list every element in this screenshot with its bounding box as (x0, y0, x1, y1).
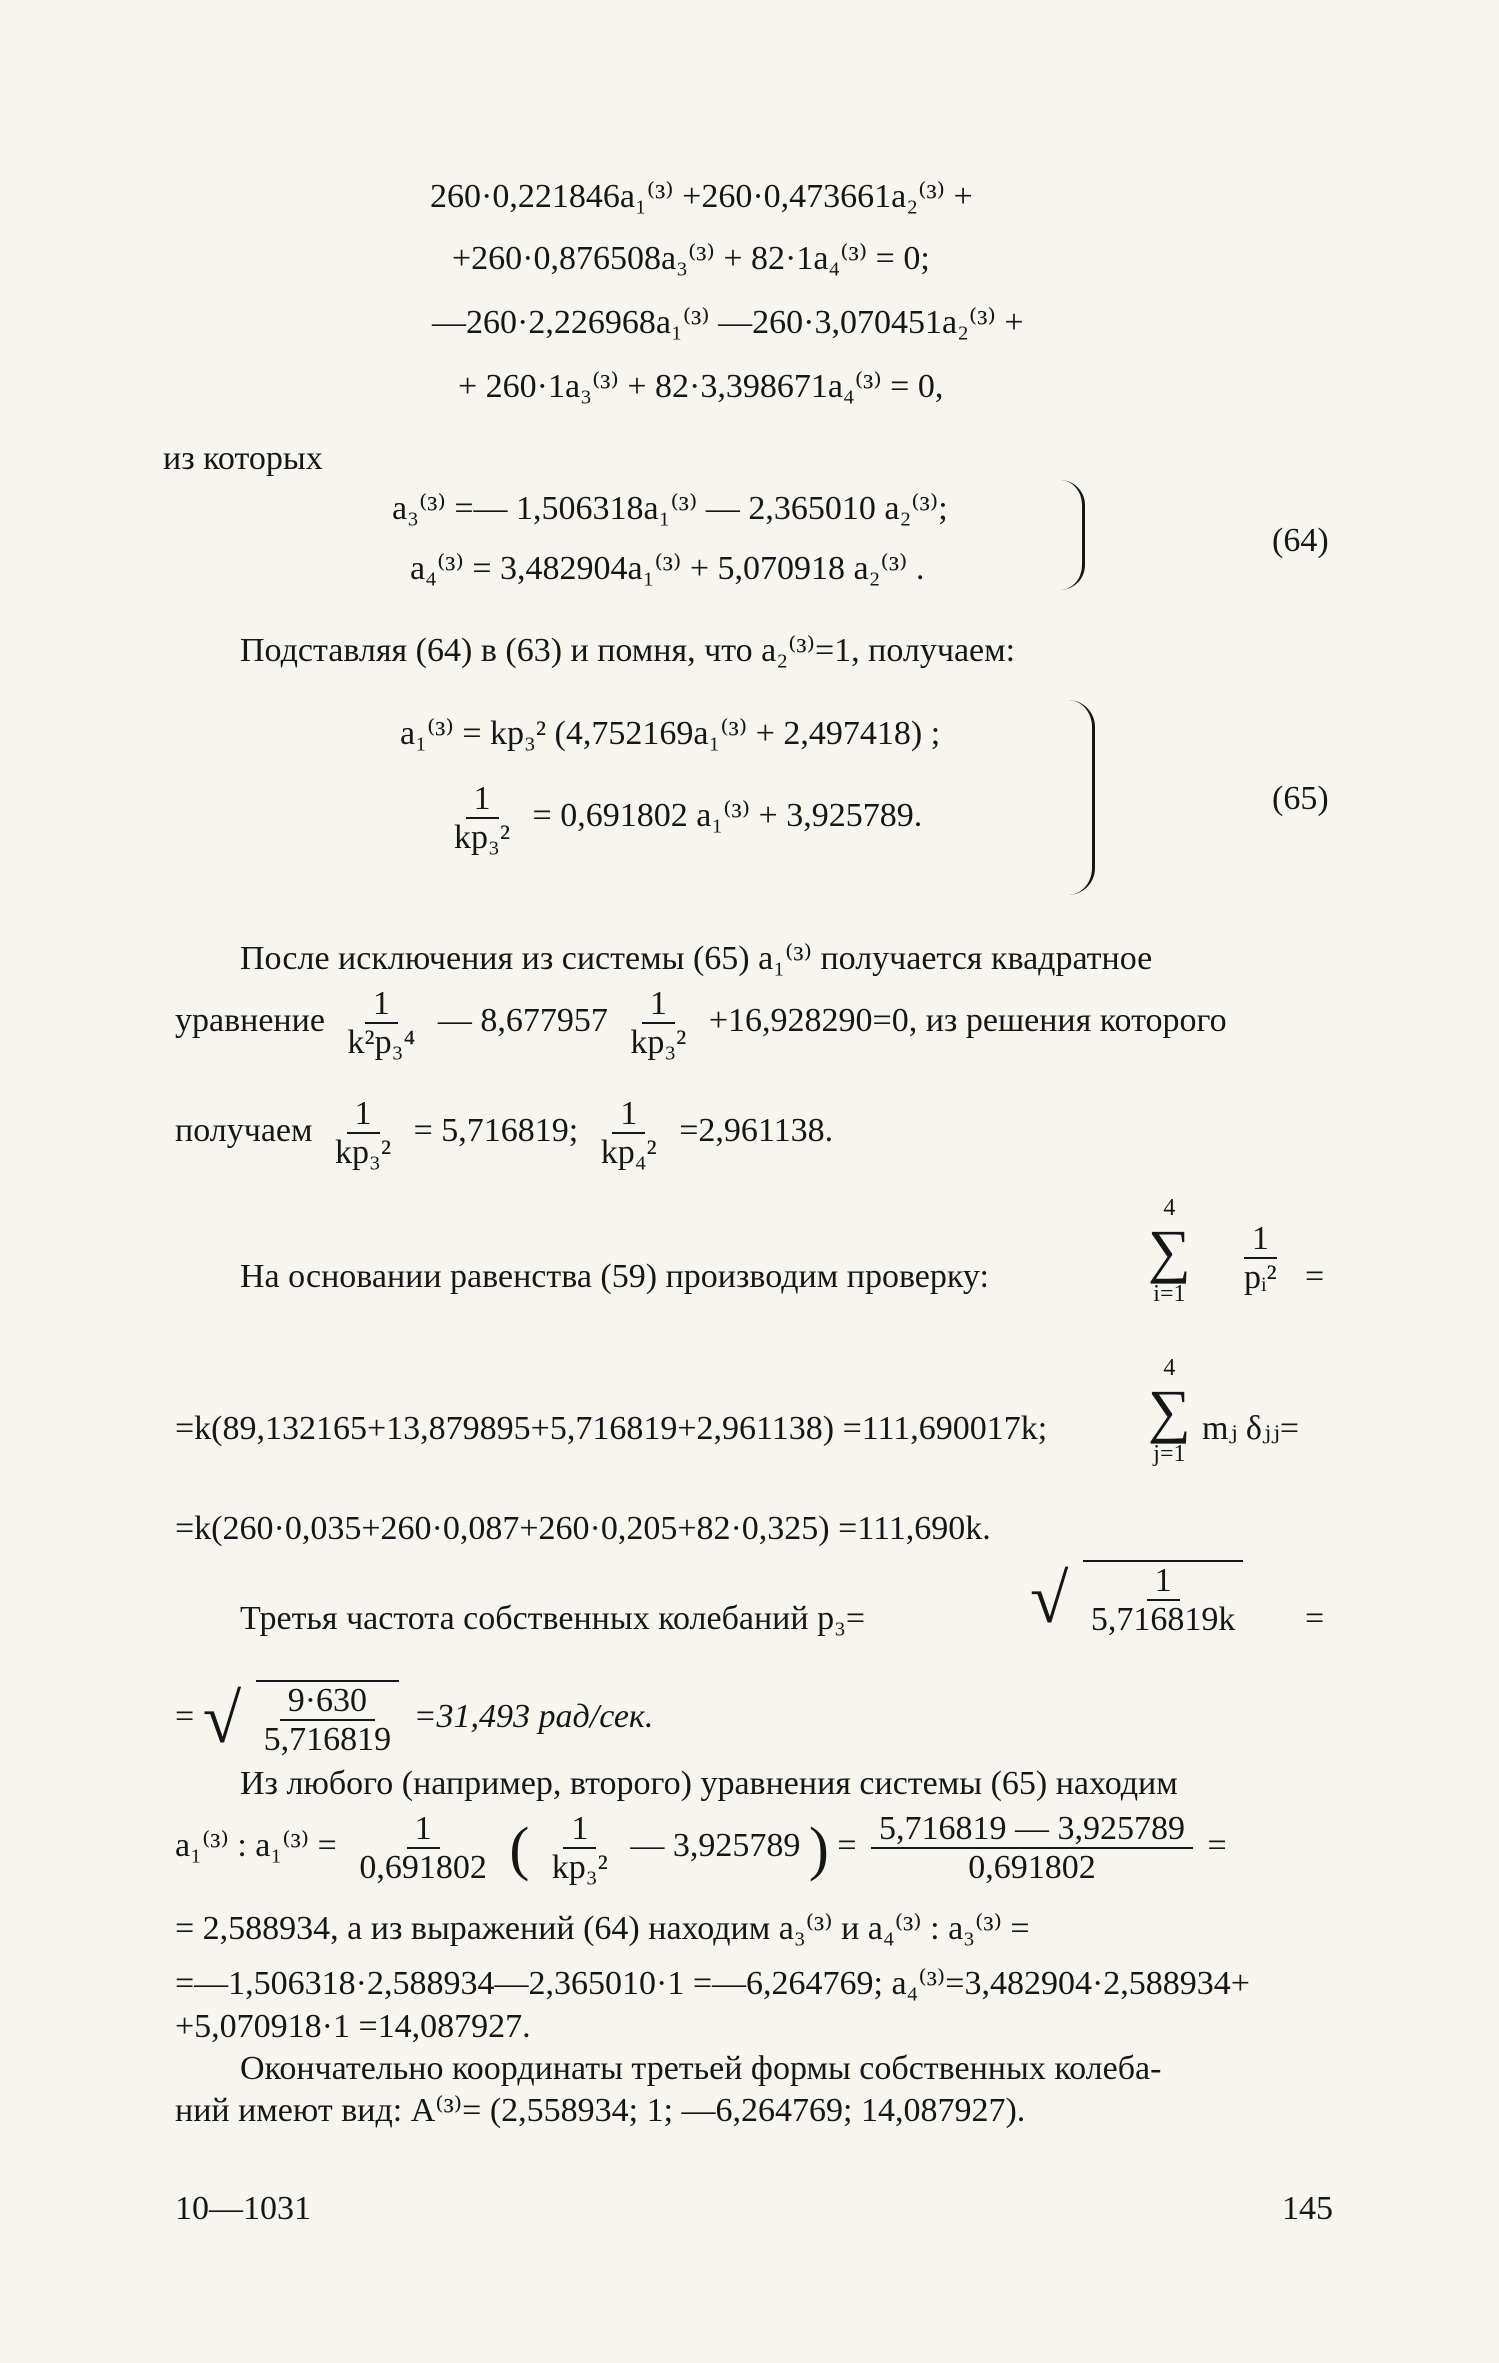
footer-code: 10—1031 (175, 2190, 311, 2227)
freq2-fraction (256, 1680, 400, 1759)
freq-den: 5,716819k (1090, 1601, 1236, 1639)
ratio-f2-num: 5,716819 — 3,925789 (871, 1810, 1193, 1849)
eq65-brace (1068, 700, 1095, 895)
sum-symbol-1 (1148, 1195, 1191, 1308)
eq64-line2: a₄⁽³⁾ = 3,482904a₁⁽³⁾ + 5,070918 a₂⁽³⁾ . (410, 550, 925, 587)
obtain-f2-num: 1 (612, 1095, 645, 1134)
check-text: На основании равенства (59) производим проверку: (240, 1258, 989, 1295)
result-line-2: =—1,506318·2,588934—2,365010·1 =—6,264769; a₄⁽³⁾=3,482904·2,588934+ (175, 1965, 1250, 2002)
ratio-line: a₁⁽³⁾ : a₁⁽³⁾ = $\frac{1}{0,691802}$ ( $\frac{1}{\text{kp₃²}}$ — 3,925789 ) = $\frac{5,716819 — 3,925789}{0,691802}$ = (175, 1810, 1227, 1887)
ratio-paren-fraction (544, 1810, 616, 1887)
obtain-f1-den: kp₃² (335, 1134, 392, 1172)
eq65-number: (65) (1272, 780, 1329, 817)
freq-num: 1 (1147, 1562, 1180, 1601)
quad-f2-den: kp₃² (630, 1024, 687, 1062)
right-paren: ) (808, 1815, 829, 1882)
quadratic-equation (175, 985, 1227, 1062)
quad-fraction-1 (339, 985, 423, 1062)
check-fraction-wrap (1230, 1220, 1291, 1297)
final-line-1: Окончательно координаты третьей формы собственных колеба- (240, 2050, 1162, 2087)
check2-text: =k(89,132165+13,879895+5,716819+2,961138) =111,690017k; (175, 1410, 1048, 1447)
frequency-root (1030, 1560, 1249, 1639)
eq65-line2 (440, 780, 922, 857)
obtain-line (175, 1095, 833, 1172)
obtain-fraction-2 (593, 1095, 665, 1172)
ratio-paren-num: 1 (563, 1810, 596, 1849)
equation-line: —260·2,226968a₁⁽³⁾ —260·3,070451a₂⁽³⁾ + (432, 304, 1024, 341)
sum-symbol-2 (1148, 1355, 1191, 1468)
obtain-v1: = 5,716819; (413, 1112, 579, 1150)
frequency-fraction (1083, 1560, 1244, 1639)
check3-text: =k(260·0,035+260·0,087+260·0,205+82·0,325) =111,690k. (175, 1510, 991, 1547)
check-fraction (1236, 1220, 1285, 1297)
final-line-2: ний имеют вид: A⁽³⁾= (2,558934; 1; —6,264769; 14,087927). (175, 2092, 1026, 2129)
obtain-f1-num: 1 (347, 1095, 380, 1134)
text-from-any: Из любого (например, второго) уравнения системы (65) находим (240, 1765, 1178, 1802)
freq2-num: 9·630 (280, 1682, 375, 1721)
page-number: 145 (1282, 2190, 1333, 2227)
sigma-symbol: ∑ (1148, 1378, 1191, 1445)
eq64-brace (1060, 480, 1085, 590)
ratio-paren-rest: — 3,925789 (630, 1827, 801, 1865)
eq65-frac-den: kp₃² (454, 819, 511, 857)
eq65-line2-rest: = 0,691802 a₁⁽³⁾ + 3,925789. (532, 797, 923, 835)
frequency-text: Третья частота собственных колебаний p₃= (240, 1600, 866, 1637)
quad-prefix: уравнение (175, 1002, 325, 1040)
check2-tail: mⱼ δⱼⱼ= (1202, 1410, 1300, 1447)
check-frac-num: 1 (1244, 1220, 1277, 1259)
freq2-result: =31,493 рад/сек. (413, 1698, 654, 1736)
eq64-line1: a₃⁽³⁾ =— 1,506318a₁⁽³⁾ — 2,365010 a₂⁽³⁾; (392, 490, 948, 527)
equation-line: + 260·1a₃⁽³⁾ + 82·3,398671a₄⁽³⁾ = 0, (458, 368, 944, 405)
eq65-frac-num: 1 (466, 780, 499, 819)
frequency-line2 (175, 1680, 653, 1759)
quad-f1-num: 1 (365, 985, 398, 1024)
sum2-bottom: j=1 (1153, 1441, 1186, 1468)
ratio-fraction-1 (351, 1810, 495, 1887)
ratio-f2-den: 0,691802 (968, 1849, 1096, 1887)
eq64-number: (64) (1272, 522, 1329, 559)
freq2-pre: = (175, 1698, 195, 1736)
ratio-paren-den: kp₃² (551, 1849, 608, 1887)
freq2-den: 5,716819 (263, 1721, 392, 1759)
ratio-f1-num: 1 (407, 1810, 440, 1849)
eq65-fraction (446, 780, 518, 857)
sigma-symbol: ∑ (1148, 1218, 1191, 1285)
text-substituting: Подставляя (64) в (63) и помня, что a₂⁽³⁾=1, получаем: (240, 632, 1016, 669)
root-symbol: √ (1030, 1560, 1069, 1638)
ratio-left: a₁⁽³⁾ : a₁⁽³⁾ = (175, 1827, 337, 1865)
root-symbol: √ (202, 1680, 242, 1758)
result-line-3: +5,070918·1 =14,087927. (175, 2008, 531, 2045)
result-line-1: = 2,588934, а из выражений (64) находим a₃⁽³⁾ и a₄⁽³⁾ : a₃⁽³⁾ = (175, 1910, 1030, 1947)
obtain-prefix: получаем (175, 1112, 313, 1150)
obtain-f2-den: kp₄² (600, 1134, 657, 1172)
ratio-f1-den: 0,691802 (359, 1849, 487, 1887)
quad-tail: +16,928290=0, из решения которого (708, 1002, 1227, 1040)
ratio-eq: = (1207, 1827, 1227, 1865)
ratio-fraction-2 (871, 1810, 1193, 1887)
equation-line: 260·0,221846a₁⁽³⁾ +260·0,473661a₂⁽³⁾ + (430, 178, 973, 215)
check-eq: = (1305, 1258, 1325, 1295)
quad-mid: — 8,677957 (437, 1002, 608, 1040)
frequency-eq: = (1305, 1600, 1325, 1637)
sum1-bottom: i=1 (1153, 1281, 1186, 1308)
quad-f1-den: k²p₃⁴ (347, 1024, 416, 1062)
left-paren: ( (509, 1815, 530, 1882)
equation-line: +260·0,876508a₃⁽³⁾ + 82·1a₄⁽³⁾ = 0; (452, 240, 930, 277)
obtain-v2: =2,961138. (679, 1112, 834, 1150)
quad-fraction-2 (622, 985, 694, 1062)
sum1-top: 4 (1163, 1195, 1176, 1221)
text-after-elimination: После исключения из системы (65) a₁⁽³⁾ получается квадратное (240, 940, 1153, 977)
check-frac-den: pᵢ² (1244, 1259, 1277, 1297)
quad-f2-num: 1 (642, 985, 675, 1024)
eq65-line1: a₁⁽³⁾ = kp₃² (4,752169a₁⁽³⁾ + 2,497418) ; (400, 715, 941, 752)
obtain-fraction-1 (327, 1095, 399, 1172)
text-from-which: из которых (163, 440, 323, 477)
sum2-top: 4 (1163, 1355, 1176, 1381)
